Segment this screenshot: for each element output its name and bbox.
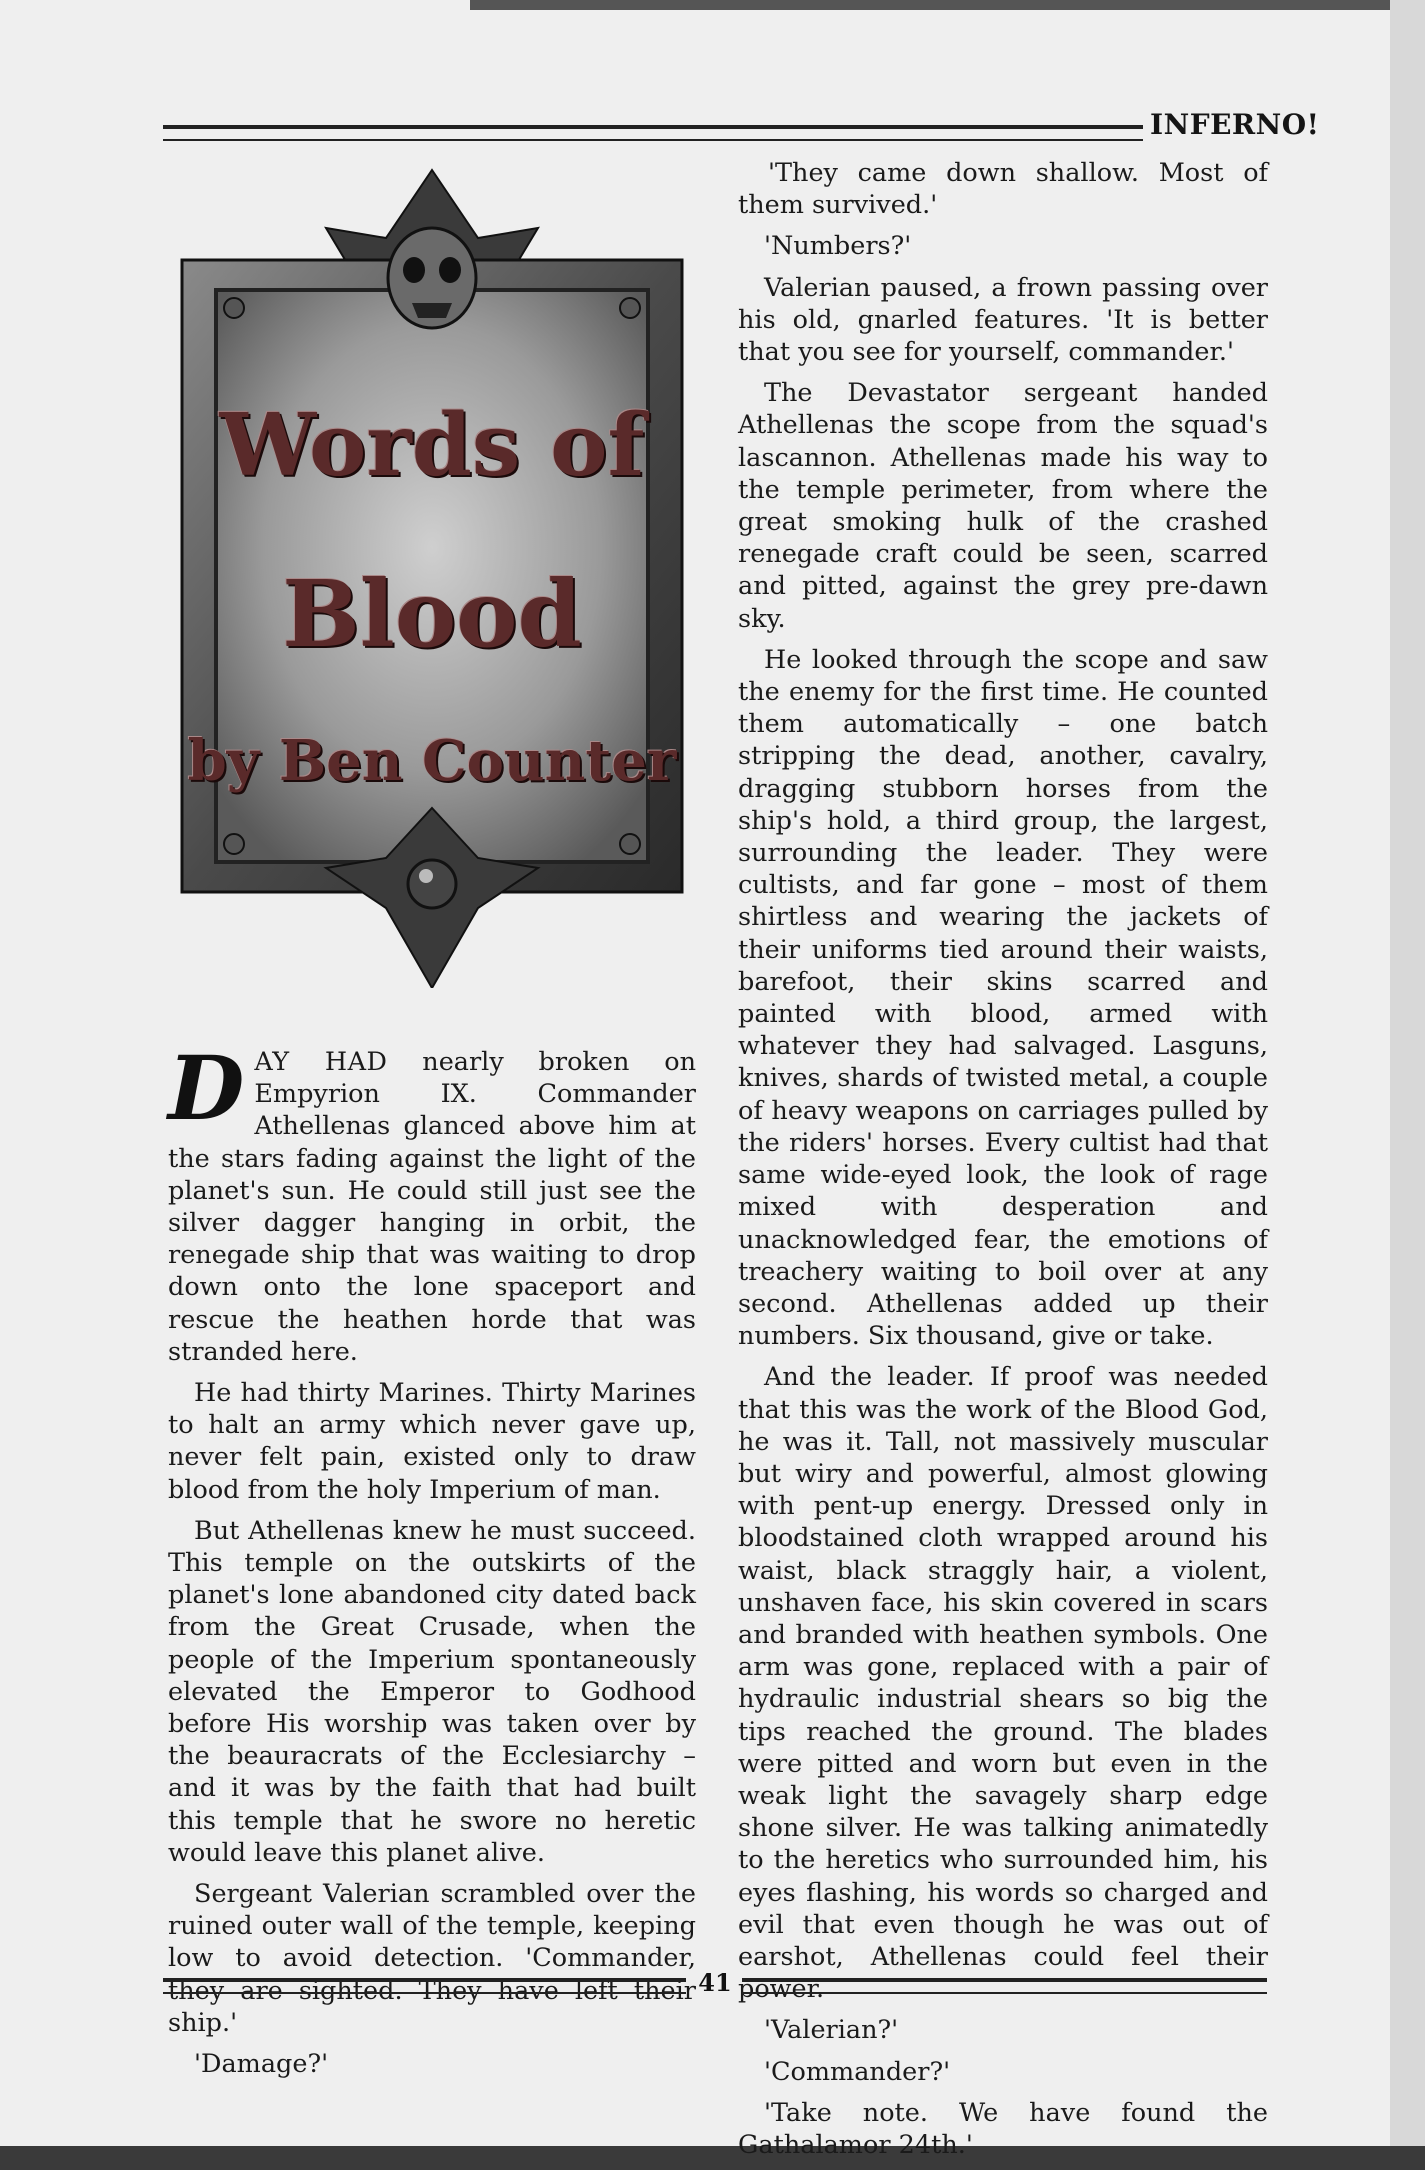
paragraph: But Athellenas knew he must succeed. This temple on the outskirts of the planet's lone abandoned city dated back from the Great Crusade, when the people of the Imperium spontaneously elevated the Emperor to Godhood before His worship was taken over by the beauracrats of the Ecclesiarchy – and it was by the faith that had built this temple that he swore no heretic would leave this planet alive. — [168, 1515, 696, 1868]
left-column — [168, 1036, 696, 2089]
page-edge-shadow — [1390, 0, 1425, 2146]
rivet-icon — [620, 834, 640, 854]
paragraph: He had thirty Marines. Thirty Marines to halt an army which never gave up, never felt pain, existed only to draw blood from the holy Imperium of man. — [168, 1378, 696, 1505]
paragraph: He looked through the scope and saw the enemy for the first time. He counted them automatically – one batch stripping the dead, another, cavalry, dragging stubborn horses from the ship's hold, a third group, the largest, surrounding the leader. They were cultists, and far gone – most of them shirtless and wearing the jackets of their uniforms tied around their waists, barefoot, their skins scarred and painted with blood, armed with whatever they had salvaged. Lasguns, knives, shards of twisted metal, a couple of heavy weapons on carriages pulled by the riders' horses. Every cultist had that same wide-eyed look, the look of rage mixed with desperation and unacknowledged fear, the emotions of treachery waiting to boil over at any second. Athellenas added up their numbers. Six thousand, give or take. — [738, 644, 1268, 1352]
paragraph: 'They came down shallow. Most of them survived.' — [738, 158, 1268, 221]
right-column — [738, 157, 1268, 2170]
paragraph: DAY HAD nearly broken on Empyrion IX. Commander Athellenas glanced above him at the stars fading against the light of the planet's sun. He could still just see the silver dagger hanging in orbit, the renegade ship that was waiting to drop down onto the lone spaceport and rescue the heathen horde that was stranded here. — [168, 1036, 696, 1367]
title-line-1: Words of — [219, 395, 645, 496]
paragraph: The Devastator sergeant handed Athellenas the scope from the squad's lascannon. Athellenas made his way to the temple perimeter, from where the great smoking hulk of the crashed renegade craft could be seen, scarred and pitted, against the grey pre-dawn sky. — [738, 378, 1268, 634]
paragraph: 'Commander?' — [764, 2056, 951, 2087]
rivet-icon — [224, 298, 244, 318]
gem-icon — [408, 860, 456, 908]
page-number: 41 — [698, 1968, 732, 1997]
title-line-2: Blood — [282, 560, 582, 668]
running-header: INFERNO! — [1150, 108, 1320, 141]
top-edge-strip — [470, 0, 1390, 10]
footer-rule-left — [163, 1978, 686, 1994]
byline: by Ben Counter — [187, 728, 677, 794]
paragraph: 'Numbers?' — [764, 231, 912, 262]
paragraph: Sergeant Valerian scrambled over the ruined outer wall of the temple, keeping low to avoid detection. 'Commander, they are sighted. They have left their ship.' — [168, 1879, 696, 2038]
rivet-icon — [224, 834, 244, 854]
footer-rule-right — [742, 1978, 1267, 1994]
paragraph: 'Take note. We have found the Gathalamor 24th.' — [738, 2097, 1268, 2160]
header-rule — [163, 125, 1143, 141]
rivet-icon — [620, 298, 640, 318]
skull-icon — [388, 228, 476, 328]
paragraph: And the leader. If proof was needed that this was the work of the Blood God, he was it. Tall, not massively muscular but wiry and powerful, almost glowing with pent-up energy. Dressed only in bloodstained cloth wrapped around his waist, black straggly hair, a violent, unshaven face, his skin covered in scars and branded with heathen symbols. One arm was gone, replaced with a pair of hydraulic industrial shears so big the tips reached the ground. The blades were pitted and worn but even in the weak light the savagely sharp edge shone silver. He was talking animatedly to the heretics who surrounded him, his eyes flashing, his words so charged and evil that even though he was out of earshot, Athellenas could feel their power. — [738, 1362, 1268, 2005]
paragraph: 'Damage?' — [194, 2049, 329, 2080]
paragraph: Valerian paused, a frown passing over his old, gnarled features. 'It is better that you see for yourself, commander.' — [738, 272, 1268, 368]
paragraph: 'Valerian?' — [764, 2015, 899, 2046]
drop-cap: D — [168, 1036, 245, 1140]
